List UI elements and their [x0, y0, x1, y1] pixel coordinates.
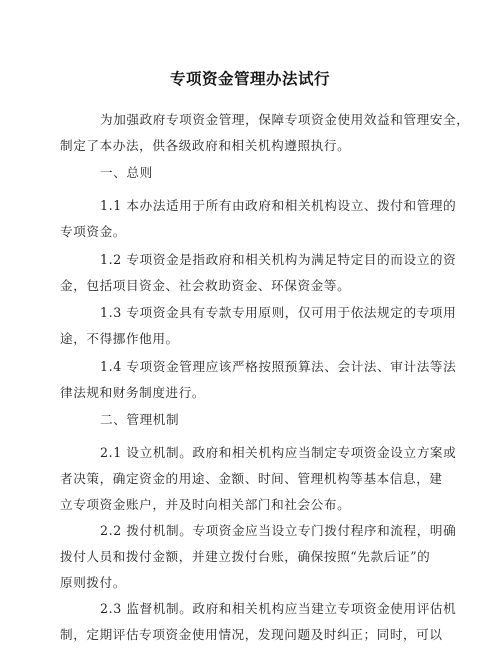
text-line: 2.2 拨付机制。专项资金应当设立专门拨付程序和流程，明确 — [100, 523, 457, 538]
text-line: 途，不得挪作他用。 — [60, 331, 179, 346]
text-line: 立专项资金账户，并及时向相关部门和社会公布。 — [60, 497, 351, 512]
clause-2-2 — [60, 518, 457, 596]
text-line: 为加强政府专项资金管理，保障专项资金使用效益和管理安全， — [100, 112, 470, 127]
clause-2-1 — [60, 440, 457, 518]
clause-1-2 — [60, 247, 457, 299]
text-line: 1.1 本办法适用于所有由政府和相关机构设立、拨付和管理的 — [100, 198, 457, 213]
clause-1-3 — [60, 300, 457, 352]
section-heading-general: 一、总则 — [100, 165, 153, 180]
text-line: 原则拨付。 — [60, 575, 126, 590]
text-line: 者决策，确定资金的用途、金额、时间、管理机构等基本信息，建 — [60, 471, 443, 486]
text-line: 1.2 专项资金是指政府和相关机构为满足特定目的而设立的资 — [100, 252, 457, 267]
text-line: 1.4 专项资金管理应该严格按照预算法、会计法、审计法等法 — [100, 359, 457, 374]
text-line: 拨付人员和拨付金额，并建立拨付台账，确保按照“先款后证”的 — [60, 549, 431, 564]
clause-1-4 — [60, 354, 457, 406]
text-line: 律法规和财务制度进行。 — [60, 385, 206, 400]
text-line: 制定了本办法，供各级政府和相关机构遵照执行。 — [60, 138, 351, 153]
text-line: 金，包括项目资金、社会救助资金、环保资金等。 — [60, 278, 351, 293]
intro-paragraph — [60, 107, 470, 159]
document-title: 专项资金管理办法试行 — [169, 70, 330, 88]
text-line: 1.3 专项资金具有专款专用原则，仅可用于依法规定的专项用 — [100, 305, 457, 320]
text-line: 2.1 设立机制。政府和相关机构应当制定专项资金设立方案或 — [100, 445, 457, 460]
text-line: 2.3 监督机制。政府和相关机构应当建立专项资金使用评估机 — [100, 601, 457, 616]
clause-2-3 — [60, 596, 457, 648]
section-heading-management: 二、管理机制 — [100, 412, 180, 427]
clause-1-1 — [60, 193, 457, 245]
text-line: 制，定期评估专项资金使用情况，发现问题及时纠正；同时，可以 — [60, 627, 443, 642]
text-line: 专项资金。 — [60, 224, 126, 239]
